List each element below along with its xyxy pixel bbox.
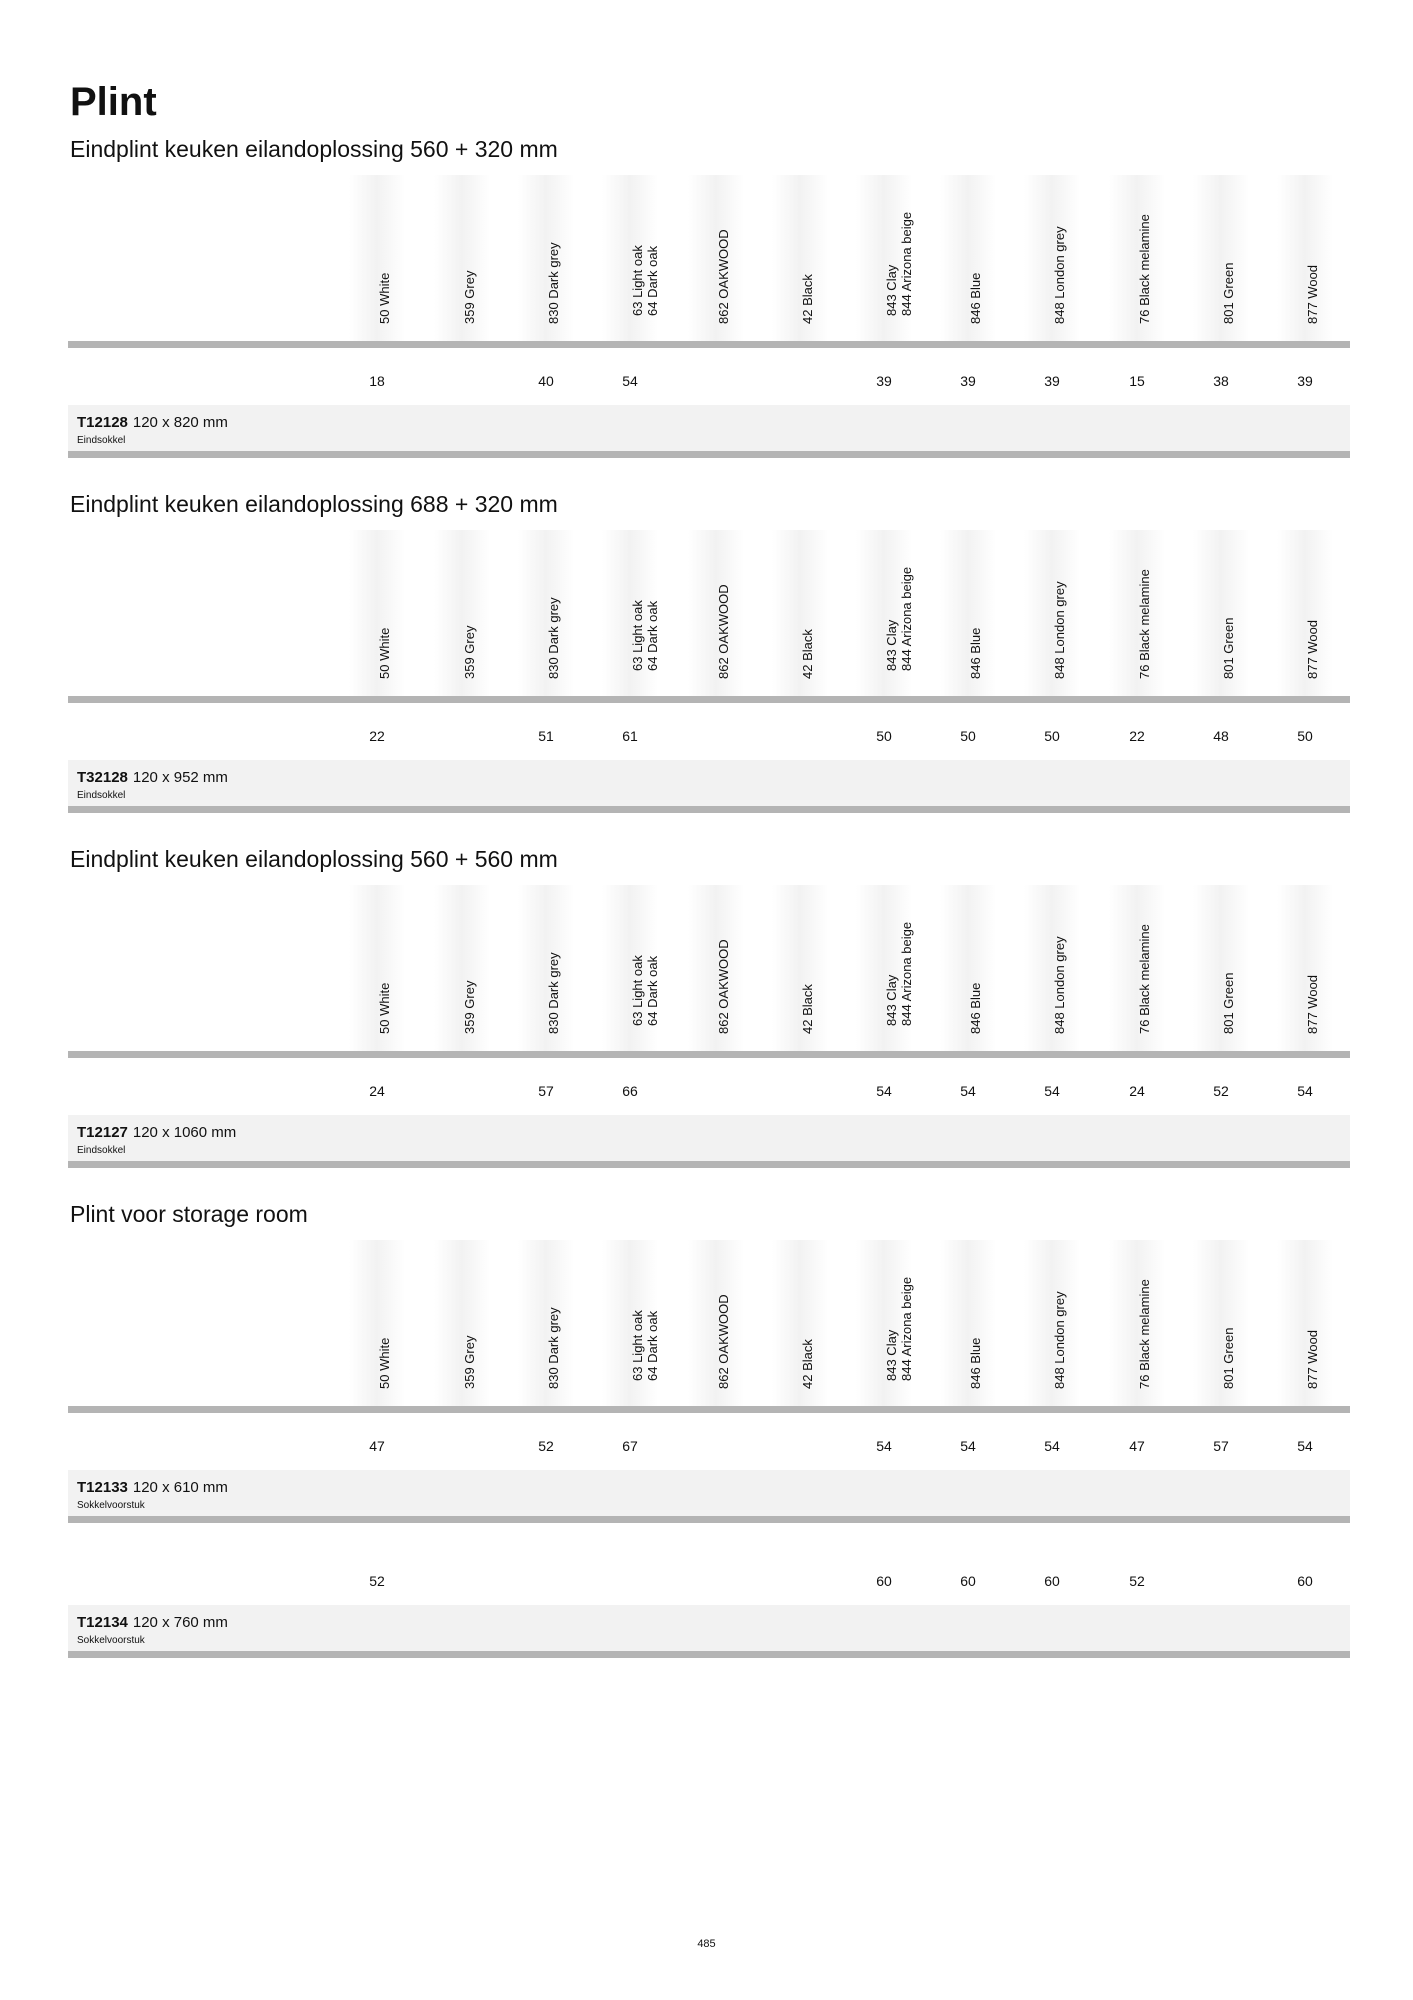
- color-label: 50 White: [377, 272, 392, 324]
- color-label: 877 Wood: [1305, 264, 1320, 324]
- color-column-header: [772, 1240, 828, 1406]
- price-cell: 51: [538, 728, 554, 744]
- color-label: 359 Grey: [462, 625, 477, 679]
- color-label: 843 Clay 844 Arizona beige: [884, 1276, 914, 1381]
- price-cell: 60: [1297, 1573, 1313, 1589]
- product-subtitle: Sokkelvoorstuk: [77, 1635, 145, 1646]
- product-divider: [68, 1651, 1350, 1658]
- color-column-header: [1277, 175, 1333, 341]
- color-label: 63 Light oak 64 Dark oak: [630, 1310, 660, 1381]
- price-cell: 60: [960, 1573, 976, 1589]
- color-label: 848 London grey: [1052, 935, 1067, 1034]
- product-code: T12134: [77, 1614, 128, 1631]
- color-label: 848 London grey: [1052, 580, 1067, 679]
- color-column-header: [349, 175, 405, 341]
- price-cell: 39: [1044, 373, 1060, 389]
- color-column-header: [1277, 885, 1333, 1051]
- color-header-row: [0, 885, 1413, 1051]
- color-column-header: [602, 530, 658, 696]
- price-cell: 50: [1044, 728, 1060, 744]
- color-label: 848 London grey: [1052, 1290, 1067, 1389]
- color-column-header: [1109, 885, 1165, 1051]
- product-size: 120 x 610 mm: [132, 1479, 228, 1496]
- price-cell: 54: [1044, 1083, 1060, 1099]
- price-cell: 54: [876, 1083, 892, 1099]
- color-column-header: [602, 885, 658, 1051]
- color-header-row: [0, 1240, 1413, 1406]
- product-code: T32128: [77, 769, 128, 786]
- color-column-header: [856, 175, 912, 341]
- color-column-header: [940, 175, 996, 341]
- color-label: 50 White: [377, 1337, 392, 1389]
- price-cell: 54: [876, 1438, 892, 1454]
- color-column-header: [688, 530, 744, 696]
- price-cell: 67: [622, 1438, 638, 1454]
- price-cell: 54: [960, 1083, 976, 1099]
- product-code: T12133: [77, 1479, 128, 1496]
- color-column-header: [434, 1240, 490, 1406]
- color-label: 848 London grey: [1052, 225, 1067, 324]
- price-cell: 24: [369, 1083, 385, 1099]
- color-column-header: [518, 530, 574, 696]
- section-title: Eindplint keuken eilandoplossing 560 + 560 mm: [70, 846, 558, 872]
- product-subtitle: Eindsokkel: [77, 790, 126, 801]
- color-label: 42 Black: [800, 273, 815, 324]
- color-label: 830 Dark grey: [546, 1306, 561, 1389]
- color-column-header: [772, 530, 828, 696]
- price-cell: 24: [1129, 1083, 1145, 1099]
- product-code-line: [77, 1479, 228, 1496]
- price-cell: 60: [1044, 1573, 1060, 1589]
- color-column-header: [602, 1240, 658, 1406]
- price-cell: 40: [538, 373, 554, 389]
- color-column-header: [1024, 885, 1080, 1051]
- color-column-header: [688, 175, 744, 341]
- color-column-header: [518, 1240, 574, 1406]
- product-code-line: [77, 769, 228, 786]
- header-divider: [68, 1051, 1350, 1058]
- color-column-header: [349, 885, 405, 1051]
- color-label: 862 OAKWOOD: [716, 583, 731, 679]
- color-column-header: [688, 885, 744, 1051]
- color-column-header: [688, 1240, 744, 1406]
- price-cell: 39: [876, 373, 892, 389]
- color-label: 862 OAKWOOD: [716, 228, 731, 324]
- price-cell: 54: [1044, 1438, 1060, 1454]
- product-code: T12127: [77, 1124, 128, 1141]
- price-cell: 50: [876, 728, 892, 744]
- color-label: 801 Green: [1221, 262, 1236, 324]
- color-column-header: [1193, 1240, 1249, 1406]
- value-row: [0, 728, 1413, 748]
- section-title: Plint voor storage room: [70, 1201, 308, 1227]
- product-code: T12128: [77, 414, 128, 431]
- color-column-header: [940, 530, 996, 696]
- color-column-header: [518, 885, 574, 1051]
- color-label: 801 Green: [1221, 972, 1236, 1034]
- product-code-line: [77, 1614, 228, 1631]
- price-cell: 22: [1129, 728, 1145, 744]
- color-column-header: [1277, 530, 1333, 696]
- product-subtitle: Sokkelvoorstuk: [77, 1500, 145, 1511]
- section-title: Eindplint keuken eilandoplossing 688 + 320 mm: [70, 491, 558, 517]
- price-cell: 48: [1213, 728, 1229, 744]
- product-row: [68, 1605, 1350, 1651]
- product-row: [68, 760, 1350, 806]
- color-column-header: [1277, 1240, 1333, 1406]
- color-label: 830 Dark grey: [546, 951, 561, 1034]
- price-cell: 61: [622, 728, 638, 744]
- price-cell: 57: [538, 1083, 554, 1099]
- product-row: [68, 405, 1350, 451]
- color-label: 843 Clay 844 Arizona beige: [884, 921, 914, 1026]
- price-cell: 54: [1297, 1083, 1313, 1099]
- price-cell: 22: [369, 728, 385, 744]
- color-column-header: [856, 530, 912, 696]
- color-column-header: [1024, 175, 1080, 341]
- color-column-header: [856, 1240, 912, 1406]
- color-column-header: [434, 530, 490, 696]
- product-divider: [68, 806, 1350, 813]
- price-cell: 47: [1129, 1438, 1145, 1454]
- product-subtitle: Eindsokkel: [77, 435, 126, 446]
- color-label: 76 Black melamine: [1137, 568, 1152, 679]
- color-label: 359 Grey: [462, 1335, 477, 1389]
- color-label: 877 Wood: [1305, 1329, 1320, 1389]
- color-label: 42 Black: [800, 1338, 815, 1389]
- value-row: [0, 373, 1413, 393]
- color-label: 63 Light oak 64 Dark oak: [630, 245, 660, 316]
- price-cell: 52: [538, 1438, 554, 1454]
- color-label: 843 Clay 844 Arizona beige: [884, 211, 914, 316]
- price-cell: 54: [960, 1438, 976, 1454]
- color-label: 76 Black melamine: [1137, 213, 1152, 324]
- color-label: 359 Grey: [462, 980, 477, 1034]
- color-column-header: [518, 175, 574, 341]
- color-column-header: [1109, 530, 1165, 696]
- color-column-header: [772, 175, 828, 341]
- price-cell: 39: [960, 373, 976, 389]
- color-label: 63 Light oak 64 Dark oak: [630, 600, 660, 671]
- color-label: 830 Dark grey: [546, 241, 561, 324]
- header-divider: [68, 1406, 1350, 1413]
- price-cell: 66: [622, 1083, 638, 1099]
- color-label: 63 Light oak 64 Dark oak: [630, 955, 660, 1026]
- product-subtitle: Eindsokkel: [77, 1145, 126, 1156]
- color-label: 862 OAKWOOD: [716, 938, 731, 1034]
- price-cell: 54: [622, 373, 638, 389]
- product-code-line: [77, 414, 228, 431]
- color-label: 359 Grey: [462, 270, 477, 324]
- price-cell: 39: [1297, 373, 1313, 389]
- product-divider: [68, 1161, 1350, 1168]
- color-column-header: [1024, 1240, 1080, 1406]
- color-label: 50 White: [377, 982, 392, 1034]
- color-column-header: [1024, 530, 1080, 696]
- price-cell: 57: [1213, 1438, 1229, 1454]
- color-label: 846 Blue: [968, 1337, 983, 1389]
- color-label: 801 Green: [1221, 1327, 1236, 1389]
- value-row: [0, 1083, 1413, 1103]
- color-column-header: [434, 885, 490, 1051]
- color-column-header: [1109, 175, 1165, 341]
- price-cell: 60: [876, 1573, 892, 1589]
- page-title: Plint: [70, 80, 157, 124]
- color-label: 50 White: [377, 627, 392, 679]
- color-label: 830 Dark grey: [546, 596, 561, 679]
- product-size: 120 x 760 mm: [132, 1614, 228, 1631]
- color-column-header: [434, 175, 490, 341]
- color-label: 862 OAKWOOD: [716, 1293, 731, 1389]
- price-cell: 47: [369, 1438, 385, 1454]
- price-cell: 52: [1129, 1573, 1145, 1589]
- color-label: 877 Wood: [1305, 974, 1320, 1034]
- color-column-header: [1109, 1240, 1165, 1406]
- price-cell: 54: [1297, 1438, 1313, 1454]
- product-row: [68, 1115, 1350, 1161]
- color-column-header: [1193, 885, 1249, 1051]
- color-column-header: [1193, 530, 1249, 696]
- color-column-header: [772, 885, 828, 1051]
- price-cell: 38: [1213, 373, 1229, 389]
- color-header-row: [0, 175, 1413, 341]
- section-title: Eindplint keuken eilandoplossing 560 + 320 mm: [70, 136, 558, 162]
- price-cell: 15: [1129, 373, 1145, 389]
- color-column-header: [940, 885, 996, 1051]
- page-number: 485: [697, 1938, 716, 1950]
- color-label: 76 Black melamine: [1137, 1278, 1152, 1389]
- product-code-line: [77, 1124, 236, 1141]
- color-label: 846 Blue: [968, 627, 983, 679]
- header-divider: [68, 696, 1350, 703]
- price-cell: 52: [369, 1573, 385, 1589]
- color-label: 843 Clay 844 Arizona beige: [884, 566, 914, 671]
- color-label: 801 Green: [1221, 617, 1236, 679]
- color-column-header: [349, 1240, 405, 1406]
- color-column-header: [602, 175, 658, 341]
- product-divider: [68, 451, 1350, 458]
- price-cell: 52: [1213, 1083, 1229, 1099]
- color-label: 846 Blue: [968, 272, 983, 324]
- product-row: [68, 1470, 1350, 1516]
- color-header-row: [0, 530, 1413, 696]
- product-size: 120 x 820 mm: [132, 414, 228, 431]
- product-size: 120 x 952 mm: [132, 769, 228, 786]
- color-column-header: [940, 1240, 996, 1406]
- color-column-header: [856, 885, 912, 1051]
- value-row: [0, 1573, 1413, 1593]
- color-column-header: [1193, 175, 1249, 341]
- header-divider: [68, 341, 1350, 348]
- price-cell: 50: [960, 728, 976, 744]
- color-label: 42 Black: [800, 628, 815, 679]
- color-label: 877 Wood: [1305, 619, 1320, 679]
- color-label: 846 Blue: [968, 982, 983, 1034]
- color-label: 76 Black melamine: [1137, 923, 1152, 1034]
- price-cell: 50: [1297, 728, 1313, 744]
- price-cell: 18: [369, 373, 385, 389]
- color-column-header: [349, 530, 405, 696]
- product-size: 120 x 1060 mm: [132, 1124, 237, 1141]
- color-label: 42 Black: [800, 983, 815, 1034]
- product-divider: [68, 1516, 1350, 1523]
- value-row: [0, 1438, 1413, 1458]
